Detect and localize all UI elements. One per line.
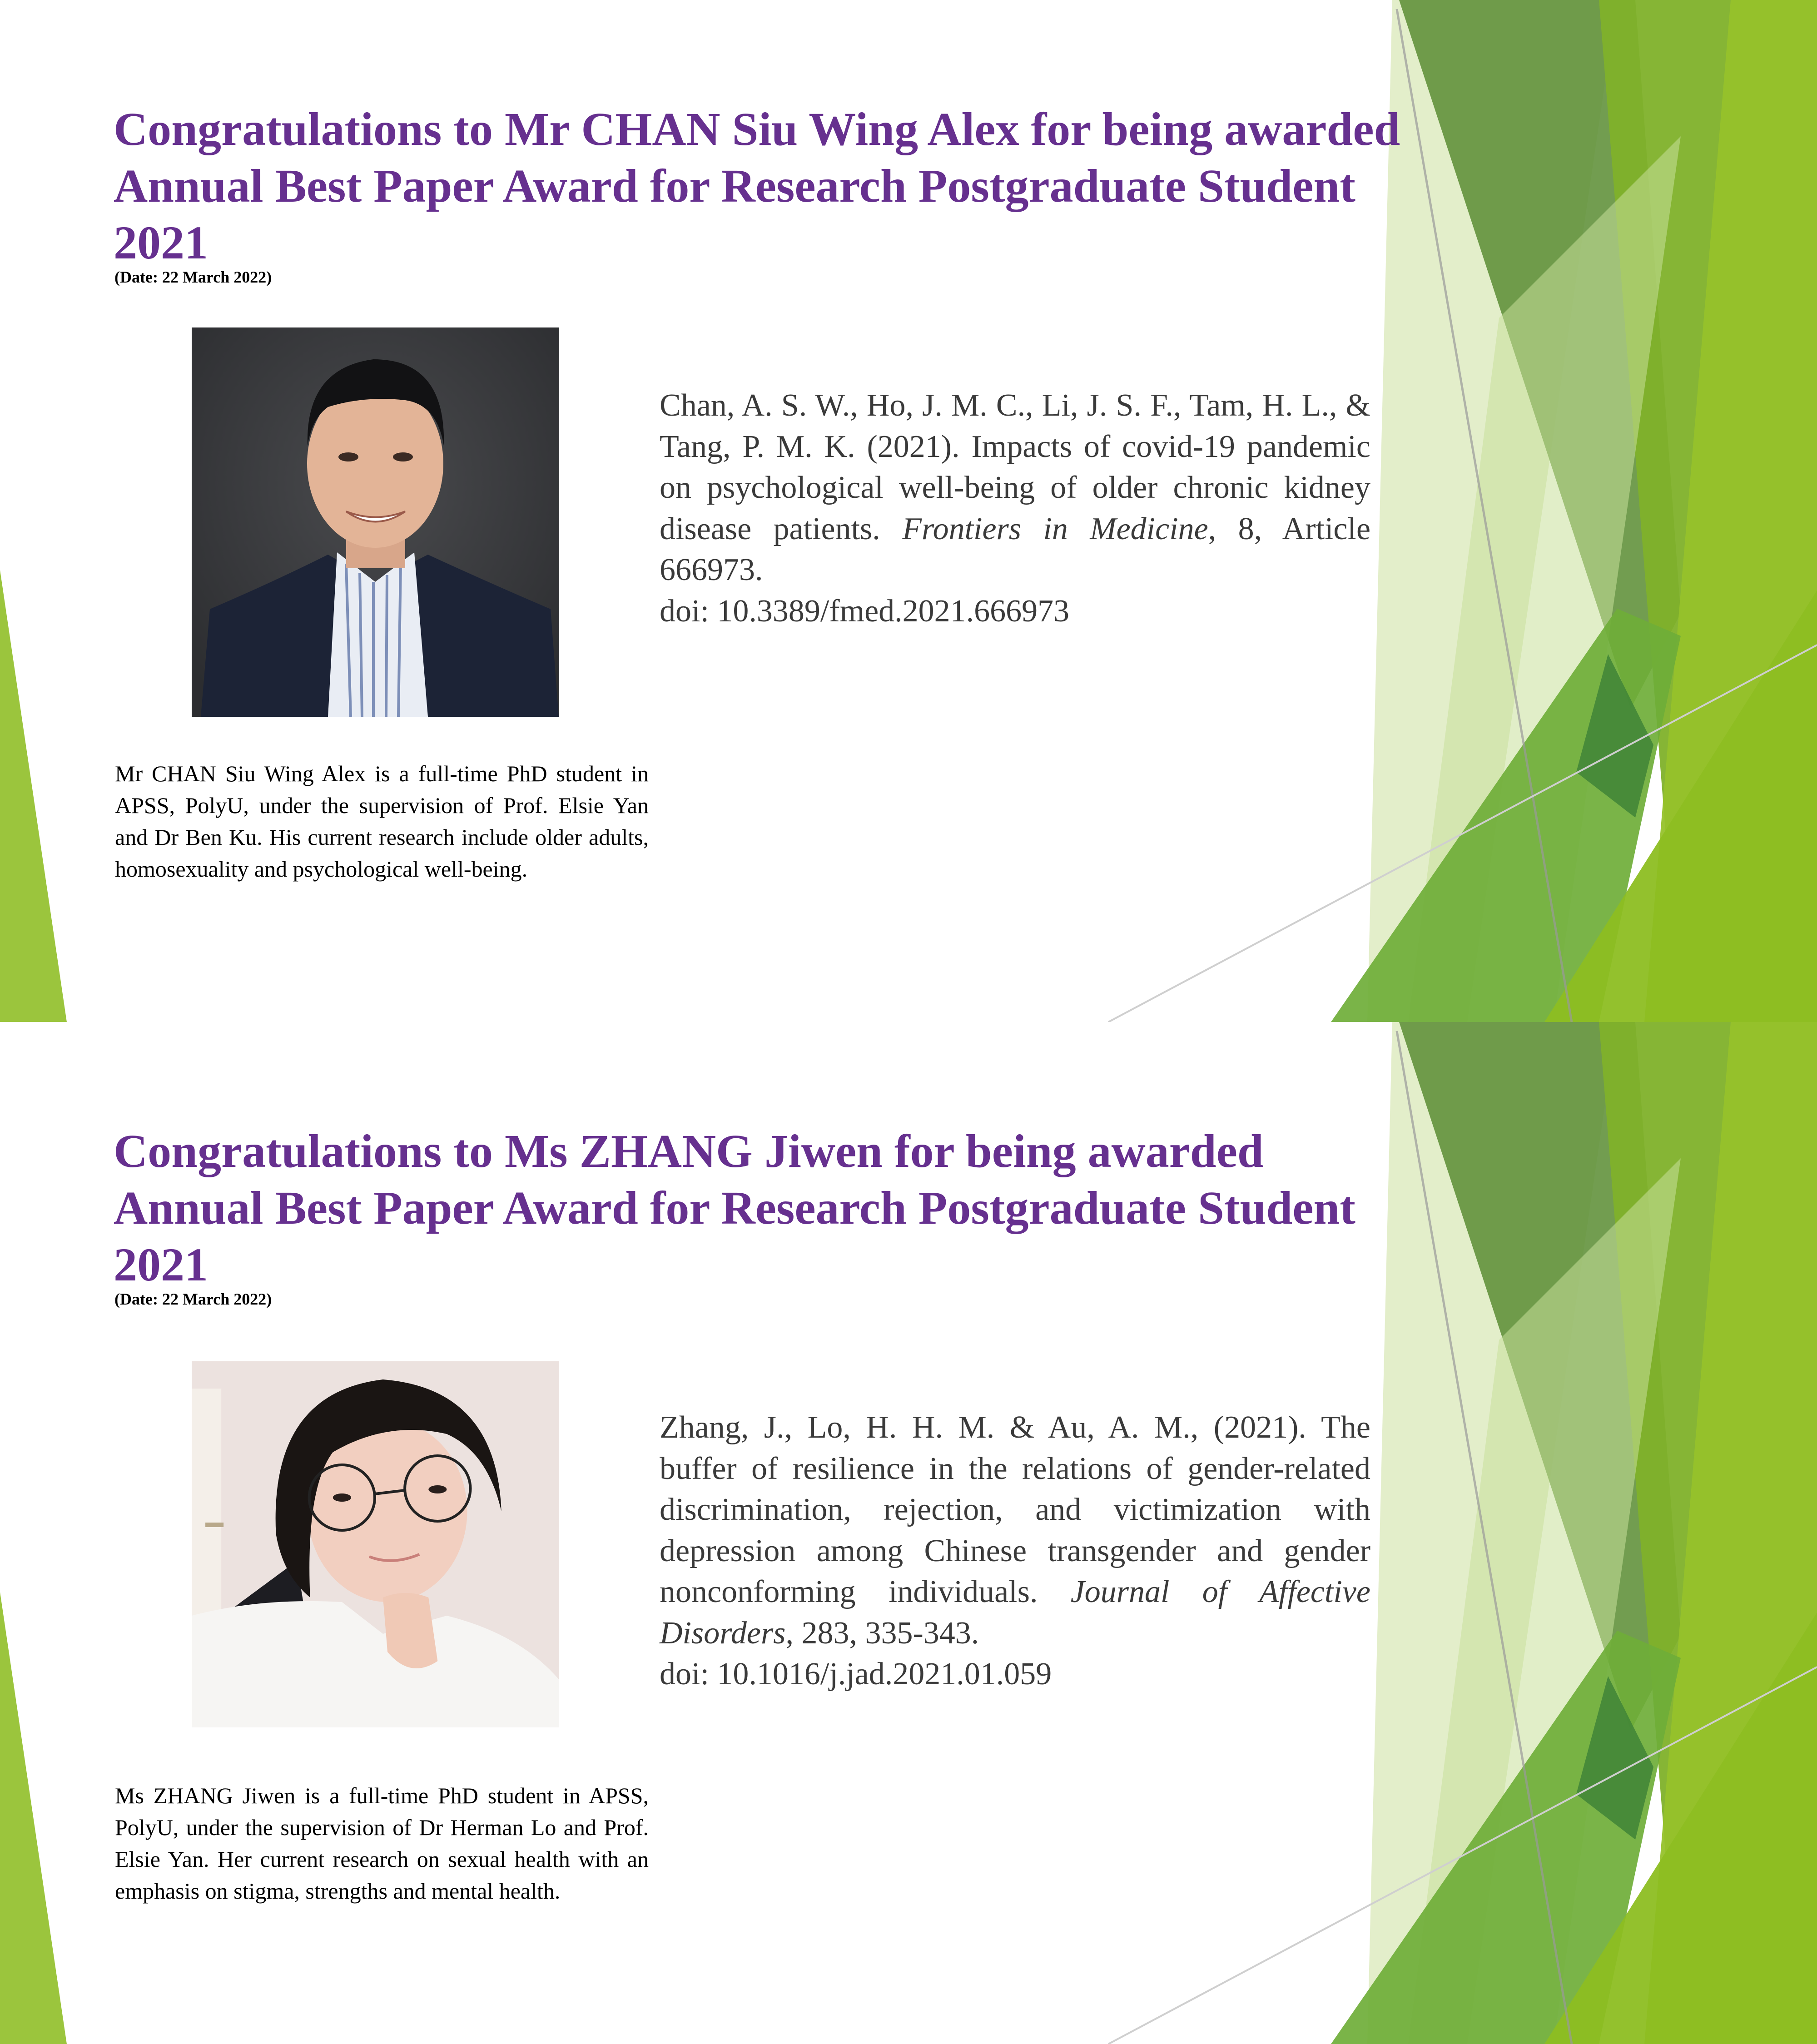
title-line-1: Congratulations to Mr CHAN Siu Wing Alex for being awarded — [114, 103, 1400, 155]
citation-volume: , 8, Article 666973. — [660, 511, 1371, 587]
citation-journal: Journal of Affective Disorders — [660, 1574, 1370, 1651]
award-title — [114, 1123, 1431, 1293]
award-slide-zhang — [0, 1022, 1817, 2044]
title-line-3: 2021 — [114, 217, 208, 269]
title-line-2: Annual Best Paper Award for Research Postgraduate Student — [114, 160, 1355, 212]
recipient-photo — [192, 1361, 559, 1727]
recipient-bio: Ms ZHANG Jiwen is a full-time PhD student in APSS, PolyU, under the supervision of Dr Herman Lo and Prof. Elsie Yan. Her current research on sexual health with an emphasis on stigma, strengths and mental health. — [115, 1783, 649, 1904]
publication-citation — [660, 1407, 1370, 1695]
title-line-1: Congratulations to Ms ZHANG Jiwen for being awarded — [114, 1125, 1264, 1177]
award-title — [114, 101, 1431, 271]
title-line-3: 2021 — [114, 1239, 208, 1291]
citation-authors-title: Chan, A. S. W., Ho, J. M. C., Li, J. S. F., Tam, H. L., & Tang, P. M. K. (2021). Impacts of covid-19 pandemic on psychological well-being of older chronic kidney disease patients. — [660, 388, 1370, 546]
portrait-placeholder-icon — [192, 1361, 559, 1727]
citation-volume: , 283, 335-343. — [785, 1615, 979, 1651]
announcement-date: (Date: 22 March 2022) — [114, 1290, 272, 1308]
announcement-date: (Date: 22 March 2022) — [114, 268, 272, 286]
recipient-bio: Mr CHAN Siu Wing Alex is a full-time PhD student in APSS, PolyU, under the supervision of Prof. Elsie Yan and Dr Ben Ku. His current research include older adults, homosexuality and psychological well-being. — [115, 761, 649, 882]
citation-doi[interactable]: doi: 10.1016/j.jad.2021.01.059 — [660, 1657, 1052, 1692]
citation-journal: Frontiers in Medicine — [902, 511, 1208, 546]
title-line-2: Annual Best Paper Award for Research Postgraduate Student — [114, 1182, 1355, 1234]
citation-authors-title: Zhang, J., Lo, H. H. M. & Au, A. M., (2021). The buffer of resilience in the relations of gender-related discrimination, rejection, and victimization with depression among Chinese transgender and gender nonconforming individuals. — [660, 1410, 1370, 1609]
portrait-placeholder-icon — [192, 327, 559, 717]
publication-citation — [660, 385, 1370, 632]
recipient-photo — [192, 327, 559, 717]
citation-doi[interactable]: doi: 10.3389/fmed.2021.666973 — [660, 593, 1070, 629]
